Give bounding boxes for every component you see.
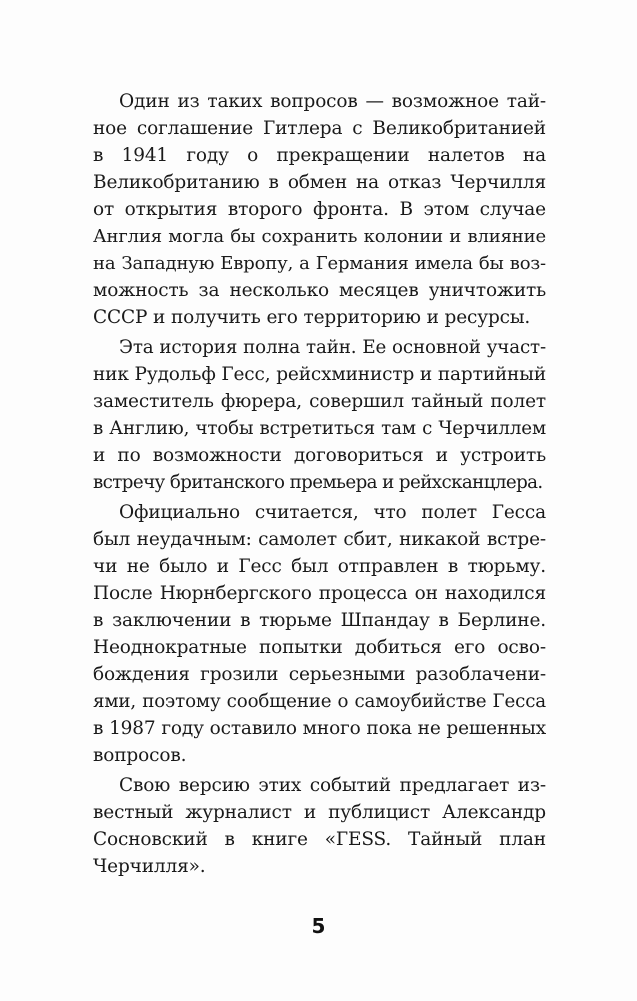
text-line: бождения грозили серьезными разоблачени- <box>93 664 546 685</box>
text-line: Официально считается, что полет Гесса <box>119 502 546 523</box>
text-line: ями, поэтому сообщение о самоубийстве Гесса <box>93 691 546 712</box>
text-line: Великобританию в обмен на отказ Черчилля <box>93 172 546 193</box>
text-line: в Англию, чтобы встретиться там с Черчиллем <box>93 418 546 439</box>
body-text <box>93 88 546 880</box>
text-line: встречу британского премьера и рейхсканцлера. <box>93 472 543 493</box>
text-line: вестный журналист и публицист Александр <box>93 802 546 823</box>
text-line: можность за несколько месяцев уничтожить <box>93 280 546 301</box>
paragraph-2 <box>93 334 546 496</box>
text-line: Англия могла бы сохранить колонии и влияние <box>93 226 546 247</box>
text-line: в 1941 году о прекращении налетов на <box>93 145 546 166</box>
text-line: Свою версию этих событий предлагает из- <box>119 775 546 796</box>
page-number: 5 <box>311 914 326 938</box>
text-line: заместитель фюрера, совершил тайный полет <box>93 391 546 412</box>
text-line: на Западную Европу, а Германия имела бы воз- <box>93 253 546 274</box>
text-line: ное соглашение Гитлера с Великобританией <box>93 118 546 139</box>
text-line: Эта история полна тайн. Ее основной участ- <box>119 337 546 358</box>
text-line: Неоднократные попытки добиться его осво- <box>93 637 546 658</box>
text-line: СССР и получить его территорию и ресурсы. <box>93 307 531 328</box>
text-line: от открытия второго фронта. В этом случае <box>93 199 546 220</box>
paragraph-4 <box>93 772 546 880</box>
text-line: вопросов. <box>93 745 187 766</box>
text-line: в 1987 году оставило много пока не решенных <box>93 718 546 739</box>
text-line: После Нюрнбергского процесса он находился <box>93 583 546 604</box>
text-line: был неудачным: самолет сбит, никакой встре- <box>93 529 546 550</box>
paragraph-1 <box>93 88 546 331</box>
text-line: ник Рудольф Гесс, рейсхминистр и партийный <box>93 364 546 385</box>
paragraph-3 <box>93 499 546 769</box>
text-line: Черчилля». <box>93 856 206 877</box>
text-line: в заключении в тюрьме Шпандау в Берлине. <box>93 610 546 631</box>
text-line: Один из таких вопросов — возможное тай- <box>119 91 546 112</box>
text-line: чи не было и Гесс был отправлен в тюрьму. <box>93 556 546 577</box>
text-line: Сосновский в книге «ГESS. Тайный план <box>93 829 546 850</box>
text-line: и по возможности договориться и устроить <box>93 445 546 466</box>
